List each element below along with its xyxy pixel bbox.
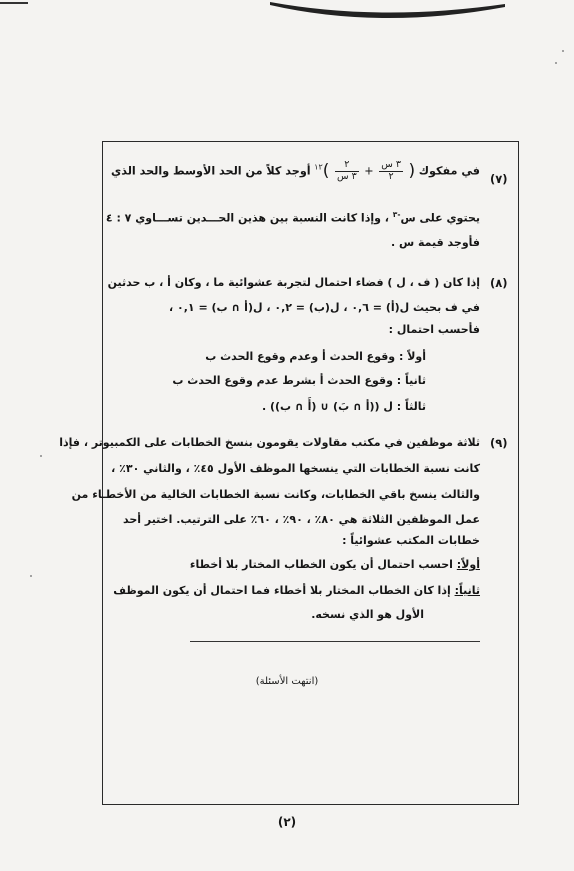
q7-line2 [106, 210, 480, 225]
separator-line [190, 641, 480, 642]
q9-line2: كانت نسبة الخطابات التي ينسخها الموظف الأول ٤٥٪ ، والثاني ٣٠٪ ، [111, 462, 480, 475]
q8-number: (٨) [490, 276, 508, 290]
page-number: (٢) [277, 815, 297, 829]
q9-second-label: ثانياً: [454, 584, 480, 597]
q7-line1 [111, 160, 480, 183]
page-edge-curve [0, 0, 574, 40]
q9-first [190, 558, 480, 571]
q7-exponent: ١٢ [314, 162, 323, 172]
q9-line5: خطابات المكتب عشوائياً : [342, 534, 480, 547]
end-note: (انتهت الأسئلة) [255, 676, 319, 687]
speck [562, 50, 564, 52]
q7-intro: في مفكوك [418, 164, 480, 178]
frac2-num: ٢ [335, 160, 359, 172]
frac1-den: ٢ [388, 170, 394, 182]
q9-line4: عمل الموظفين الثلاثة هي ٨٠٪ ، ٩٠٪ ، ٦٠٪ على الترتيب. اختير أحد [122, 513, 480, 526]
q8-item-1: أولاً : وقوع الحدث أ وعدم وقوع الحدث ب [205, 350, 426, 363]
plus-sign: + [364, 164, 374, 178]
q9-first-text: احسب احتمال أن يكون الخطاب المختار بلا أخطاء [189, 558, 453, 571]
speck [40, 455, 42, 457]
q8-line3: فأحسب احتمال : [388, 323, 480, 336]
q8-line2: في ف بحيث ل(أ) = ٠,٦ ، ل(ب) = ٠,٢ ، ل(أ ∩ ب) = ٠,١ ، [169, 301, 480, 314]
q7-fraction-2 [335, 160, 359, 183]
speck [30, 575, 32, 577]
speck [555, 62, 557, 64]
frac2-den: ٣ س [336, 170, 357, 182]
q7-fraction-1 [379, 160, 403, 183]
q7-line2-exp: -٣ [392, 210, 401, 219]
q9-number: (٩) [490, 436, 508, 450]
q9-first-label: أولاً: [456, 558, 480, 571]
q9-second-text: إذا كان الخطاب المختار بلا أخطاء فما احتمال أن يكون الموظف [113, 584, 451, 597]
q7-number: (٧) [490, 172, 508, 186]
open-paren: ( [408, 160, 416, 181]
q7-task: أوجد كلاً من الحد الأوسط والحد الذي [111, 164, 311, 178]
q7-line2-a: يحتوي على س [400, 211, 480, 225]
q9-line3: والثالث ينسخ باقي الخطابات، وكانت نسبة الخطابات الخالية من الأخطـاء من [71, 488, 480, 501]
frac1-num: ٣ س [381, 159, 401, 170]
q9-second [113, 584, 480, 597]
q8-item-3: ثالثاً : ل ((أ ∩ بَ) ∪ (أَ ∩ ب)) . [261, 400, 426, 413]
close-paren: ) [322, 160, 330, 181]
q8-line1: إذا كان ( ف ، ل ) فضاء احتمال لتجربة عشوائية ما ، وكان أ ، ب حدثين [107, 276, 480, 289]
q9-second-cont: الأول هو الذي نسخه. [311, 608, 424, 621]
q8-item-2: ثانياً : وقوع الحدث أ بشرط عدم وقوع الحدث ب [172, 374, 426, 387]
q7-line3: فأوجد قيمة س . [390, 236, 480, 249]
q7-line2-b: ، وإذا كانت النسبة بين هذين الحـــدين تســـاوي ٧ : ٤ [105, 211, 389, 225]
q9-line1: ثلاثة موظفين في مكتب مقاولات يقومون بنسخ الخطابات على الكمبيوتر ، فإذا [59, 436, 480, 449]
